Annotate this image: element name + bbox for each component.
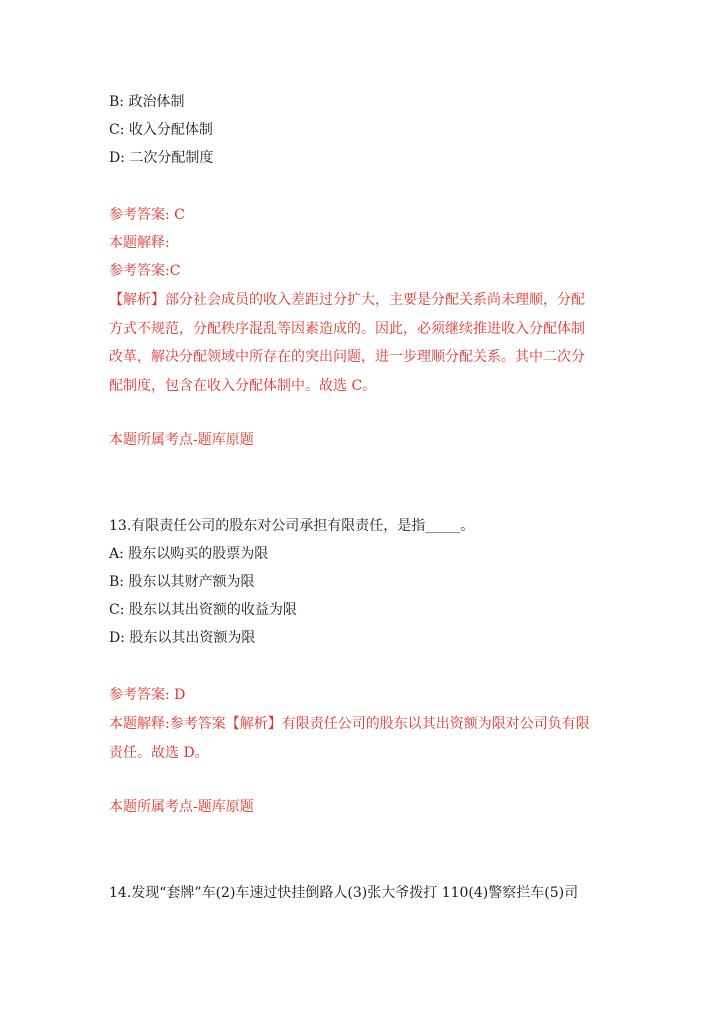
q12-source: 本题所属考点-题库原题 — [109, 432, 254, 448]
q12-analysis-line: 方式不规范，分配秩序混乱等因素造成的。因此，必须继续推进收入分配体制 — [109, 320, 585, 337]
q12-analysis-line: 【解析】部分社会成员的收入差距过分扩大，主要是分配关系尚未理顺，分配 — [109, 292, 585, 308]
q12-analysis-line: 改革，解决分配领域中所存在的突出问题，进一步理顺分配关系。其中二次分 — [109, 349, 585, 365]
q13-explanation — [109, 710, 614, 767]
q12-answer: 参考答案: C — [109, 207, 185, 223]
q12-option-b: B: 政治体制 — [109, 94, 185, 110]
q13-answer: 参考答案: D — [109, 687, 186, 703]
q13-question: 13.有限责任公司的股东对公司承担有限责任，是指_____。 — [109, 518, 475, 534]
q12-option-c: C: 收入分配体制 — [109, 122, 213, 138]
q13-option-c: C: 股东以其出资额的收益为限 — [109, 602, 297, 618]
q12-option-d: D: 二次分配制度 — [109, 150, 214, 166]
q13-option-a: A: 股东以购买的股票为限 — [109, 546, 269, 562]
q13-option-d: D: 股东以其出资额为限 — [109, 630, 256, 646]
q14-question: 14.发现“套牌”车(2)车速过快挂倒路人(3)张大爷拨打 110(4)警察拦车(5)司 — [109, 885, 579, 901]
q12-analysis-line: 配制度，包含在收入分配体制中。故选 C。 — [109, 377, 377, 394]
q13-option-b: B: 股东以其财产额为限 — [109, 574, 255, 590]
q13-source: 本题所属考点-题库原题 — [109, 799, 254, 815]
q12-analysis — [109, 286, 614, 400]
q12-answer-repeat: 参考答案:C — [109, 263, 181, 279]
q12-explain-label: 本题解释: — [109, 235, 170, 251]
q13-explain-line: 责任。故选 D。 — [109, 744, 209, 761]
q13-explain-line: 本题解释:参考答案【解析】有限责任公司的股东以其出资额为限对公司负有限 — [109, 716, 590, 732]
